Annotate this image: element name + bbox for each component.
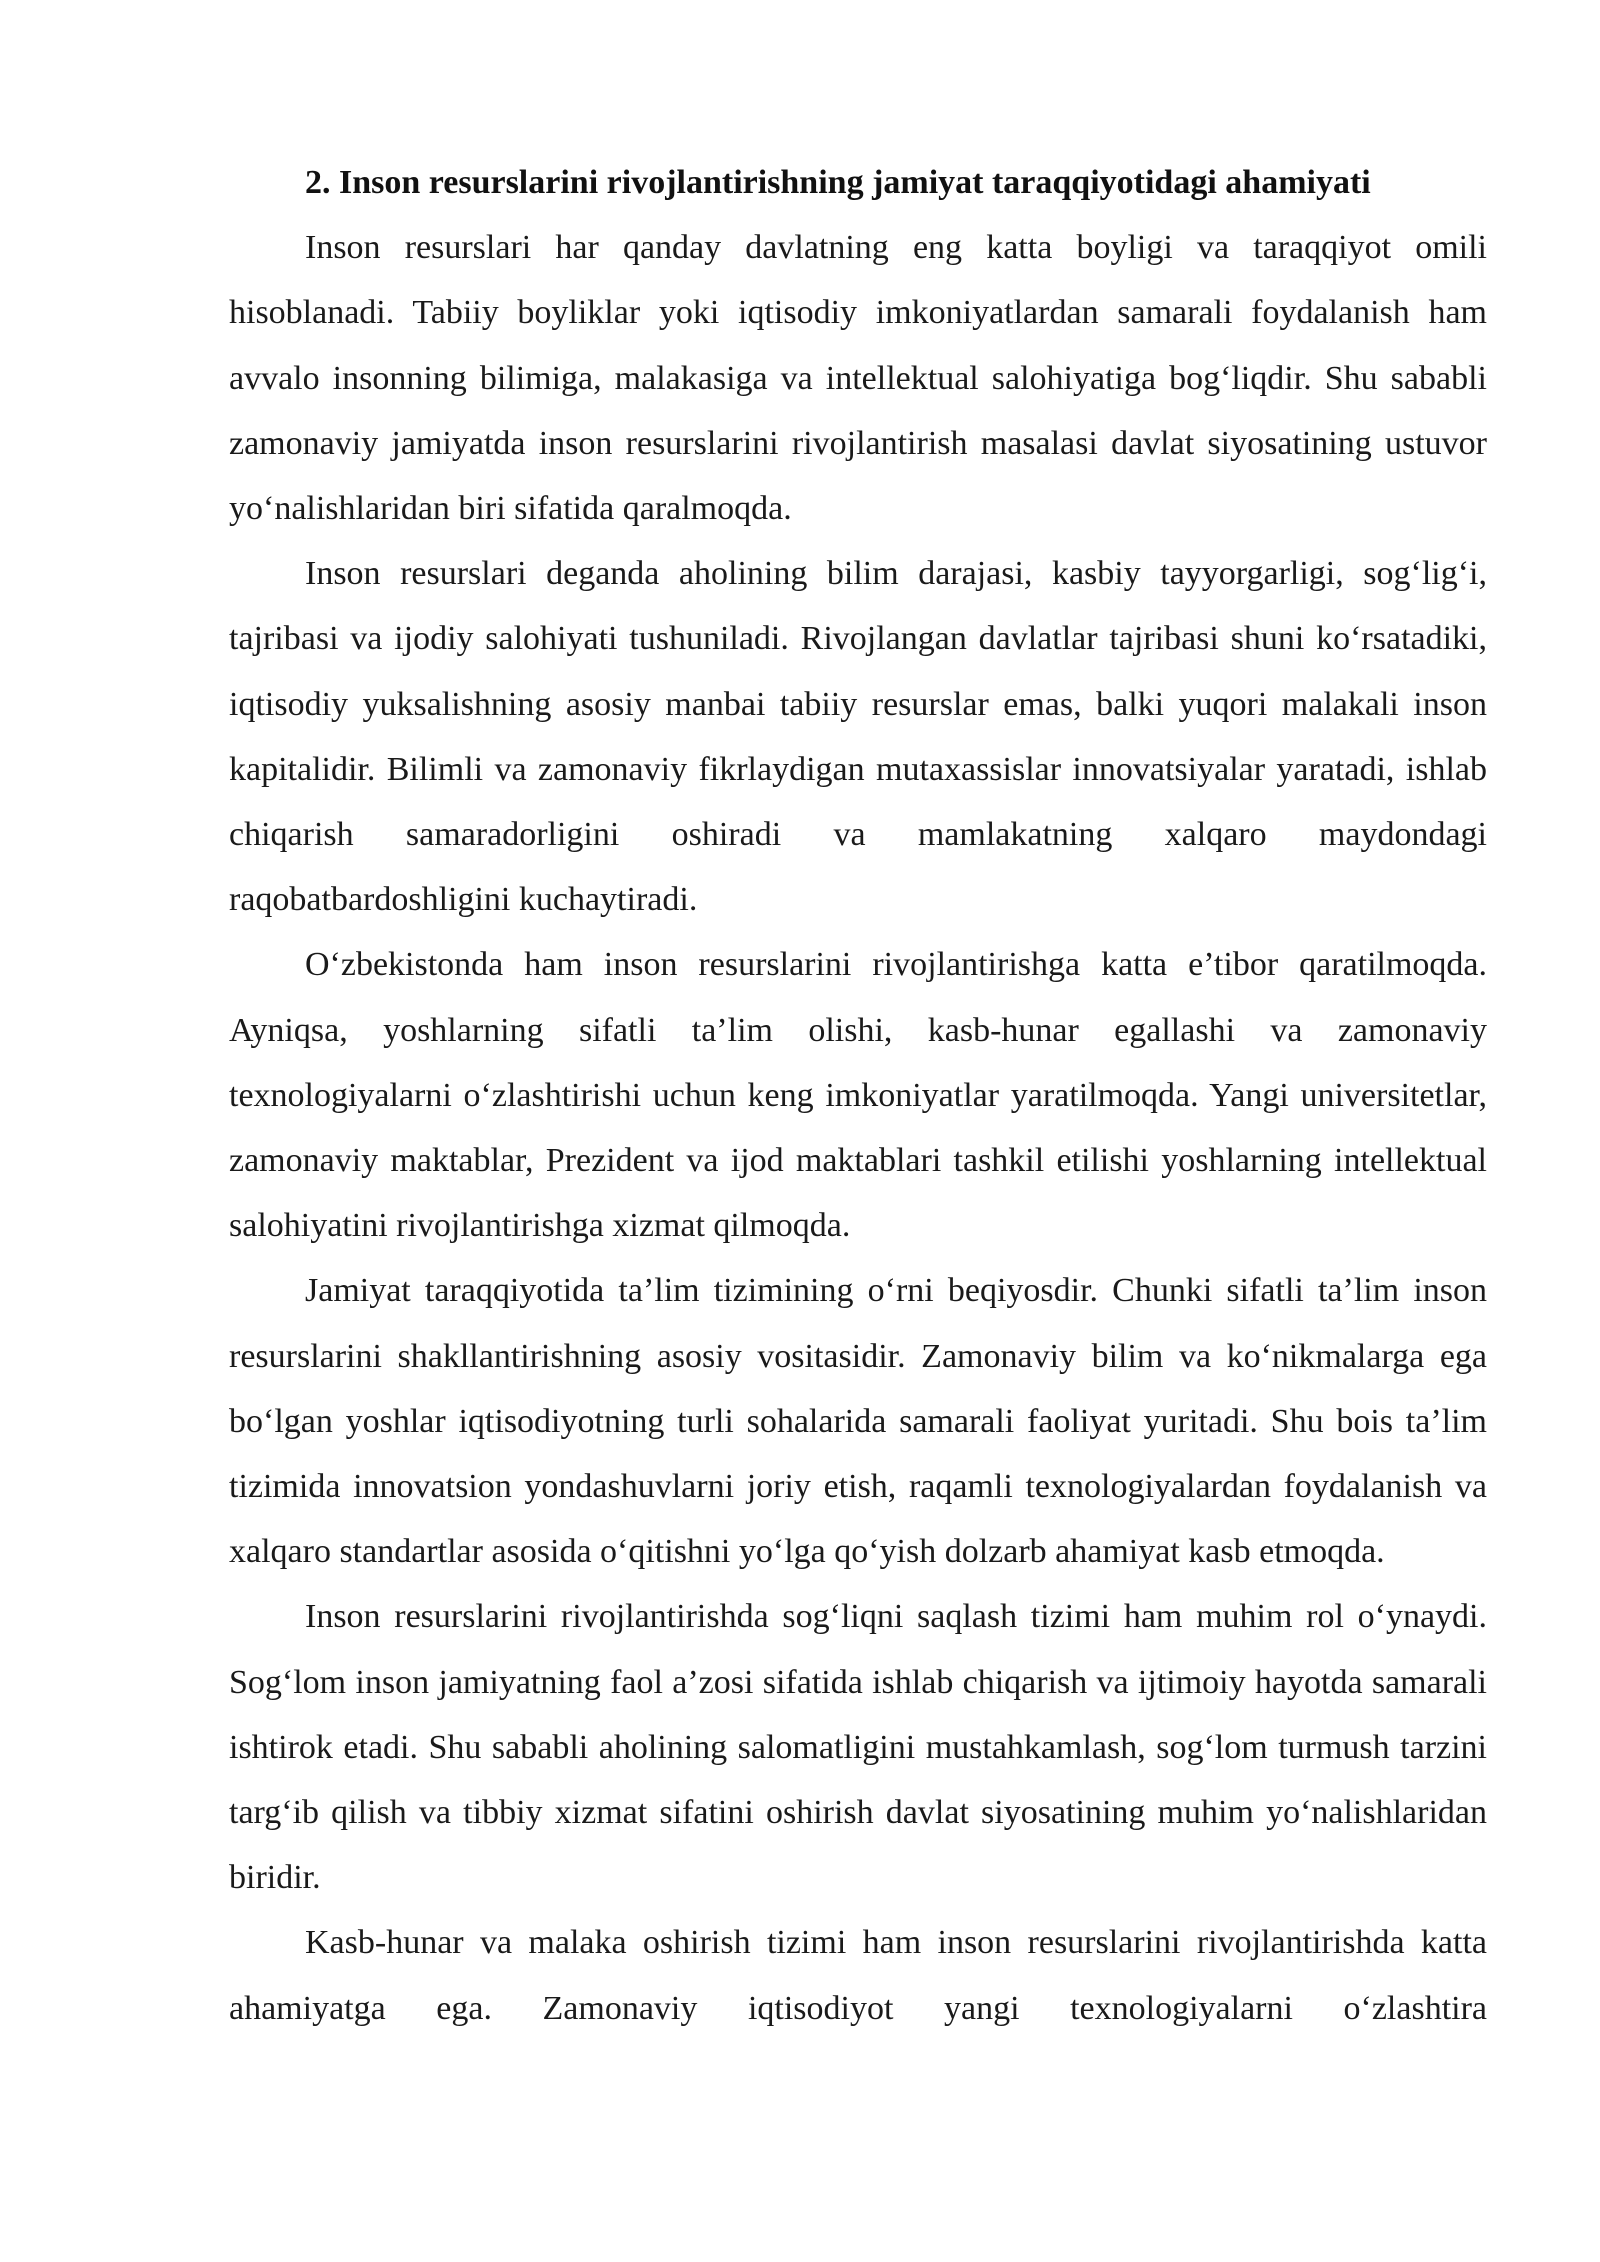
paragraph-2: Inson resurslari deganda aholining bilim darajasi, kasbiy tayyorgarligi, sog‘lig‘i, tajribasi va ijodiy salohiyati tushuniladi. Rivojlangan davlatlar tajribasi shuni ko‘rsatadiki, iqtisodiy yuksalishning asosiy manbai tabiiy resurslar emas, balki yuqori malakali inson kapitalidir. Bilimli va zamonaviy fikrlaydigan mutaxassislar innovatsiyalar yaratadi, ishlab chiqarish samaradorligini oshiradi va mamlakatning xalqaro maydondagi raqobatbardoshligini kuchaytiradi. [229, 555, 1487, 919]
paragraph-3: O‘zbekistonda ham inson resurslarini rivojlantirishga katta e’tibor qaratilmoqda. Ayniqsa, yoshlarning sifatli ta’lim olishi, kasb-hunar egallashi va zamonaviy texnologiyalarni o‘zlashtirishi uchun keng imkoniyatlar yaratilmoqda. Yangi universitetlar, zamonaviy maktablar, Prezident va ijod maktablari tashkil etilishi yoshlarning intellektual salohiyatini rivojlantirishga xizmat qilmoqda. [229, 946, 1487, 1245]
document-body [229, 150, 1487, 2041]
paragraph-6: Kasb-hunar va malaka oshirish tizimi ham inson resurslarini rivojlantirishda katta ahamiyatga ega. Zamonaviy iqtisodiyot yangi texnologiyalarni o‘zlashtira [229, 1924, 1487, 2027]
section-heading: 2. Inson resurslarini rivojlantirishning jamiyat taraqqiyotidagi ahamiyati [305, 164, 1371, 201]
paragraph-4: Jamiyat taraqqiyotida ta’lim tizimining o‘rni beqiyosdir. Chunki sifatli ta’lim inson resurslarini shakllantirishning asosiy vositasidir. Zamonaviy bilim va ko‘nikmalarga ega bo‘lgan yoshlar iqtisodiyotning turli sohalarida samarali faoliyat yuritadi. Shu bois ta’lim tizimida innovatsion yondashuvlarni joriy etish, raqamli texnologiyalardan foydalanish va xalqaro standartlar asosida o‘qitishni yo‘lga qo‘yish dolzarb ahamiyat kasb etmoqda. [229, 1272, 1487, 1571]
paragraph-5: Inson resurslarini rivojlantirishda sog‘liqni saqlash tizimi ham muhim rol o‘ynaydi. Sog‘lom inson jamiyatning faol a’zosi sifatida ishlab chiqarish va ijtimoiy hayotda samarali ishtirok etadi. Shu sababli aholining salomatligini mustahkamlash, sog‘lom turmush tarzini targ‘ib qilish va tibbiy xizmat sifatini oshirish davlat siyosatining muhim yo‘nalishlaridan biridir. [229, 1598, 1487, 1897]
paragraph-1: Inson resurslari har qanday davlatning eng katta boyligi va taraqqiyot omili hisoblanadi. Tabiiy boyliklar yoki iqtisodiy imkoniyatlardan samarali foydalanish ham avvalo insonning bilimiga, malakasiga va intellektual salohiyatiga bog‘liqdir. Shu sababli zamonaviy jamiyatda inson resurslarini rivojlantirish masalasi davlat siyosatining ustuvor yo‘nalishlaridan biri sifatida qaralmoqda. [229, 229, 1487, 528]
